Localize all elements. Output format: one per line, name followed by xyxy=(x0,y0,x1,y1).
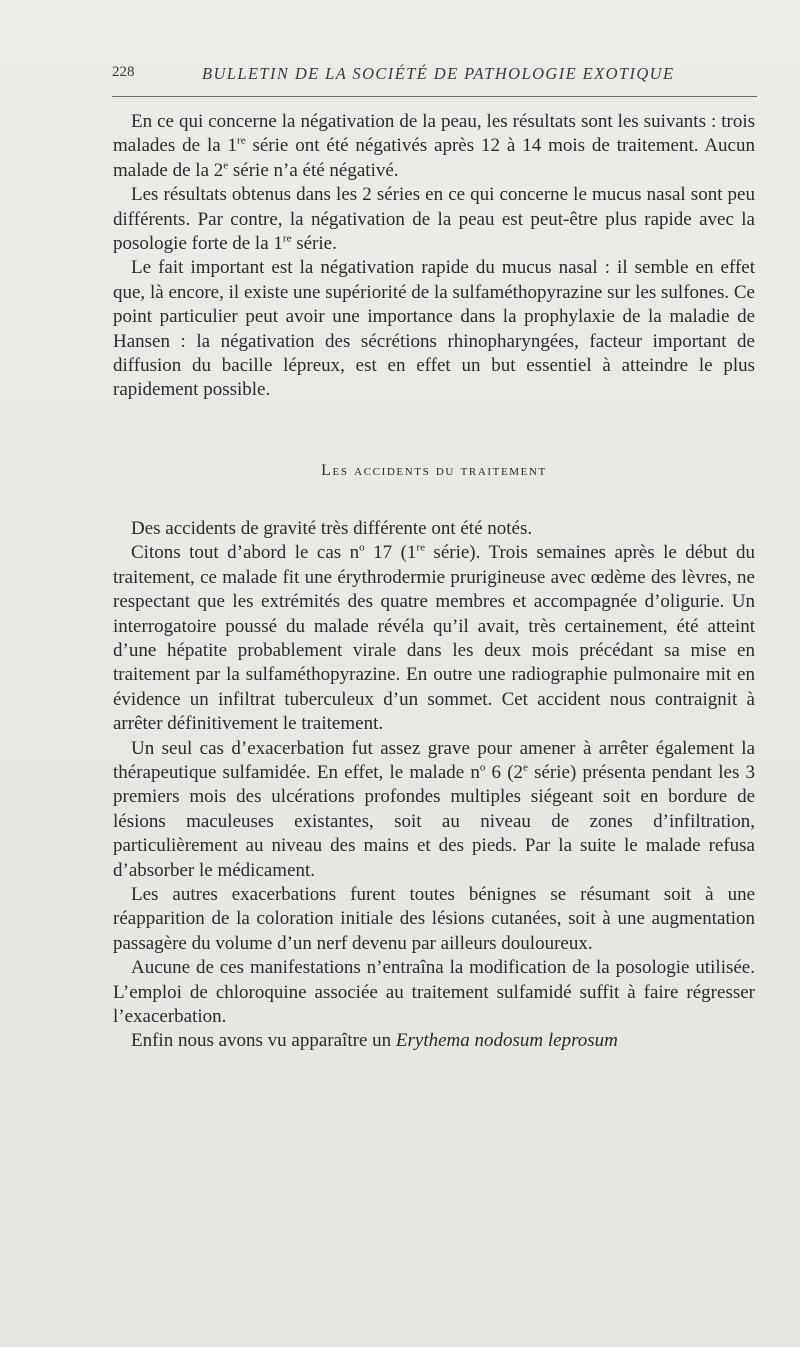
superscript: re xyxy=(237,135,246,148)
paragraph-posology: Aucune de ces manifestations n’entraîna la modification de la posologie utilisée. L’emploi de chloroquine associée au traitement sulfamidé suffit à faire régresser l’exacerbation. xyxy=(113,957,755,1027)
superscript: re xyxy=(282,232,292,245)
superscript: e xyxy=(223,159,229,172)
text-run: En ce qui concerne la négativation de la peau, les résultats sont les suivants : trois malades de la 1 xyxy=(113,111,755,157)
text-run: série) présenta pendant les 3 premiers mois des ulcérations profondes multiples siégeant soit en bordure de lésions maculeuses existantes, soit au niveau de zones d’infiltration, particulièrement au niveau des mains et des pieds. Par la suite le malade refusa d’absorber le médicament. xyxy=(113,761,756,881)
paragraph-mucus-results xyxy=(113,183,755,256)
superscript: re xyxy=(416,541,425,554)
superscript: e xyxy=(523,761,528,774)
text-run: Enfin nous avons vu apparaître un xyxy=(131,1030,396,1052)
superscript: o xyxy=(359,541,365,554)
paragraph-case-6 xyxy=(113,737,755,883)
paragraph-accidents-intro: Des accidents de gravité très différente ont été notés. xyxy=(131,517,533,539)
text-run: Citons tout d’abord le cas n xyxy=(131,542,360,564)
paragraph-erythema xyxy=(113,1029,755,1053)
text-run: série. xyxy=(291,233,337,255)
header-rule xyxy=(112,96,757,97)
body-text xyxy=(113,110,755,1054)
paragraph-important-fact: Le fait important est la négativation rapide du mucus nasal : il semble en effet que, là encore, il existe une supériorité de la sulfaméthopyrazine sur les sulfones. Ce point particulier peut avoir une importance dans la prophylaxie de la maladie de Hansen : la négativation des sécrétions rhinopharyngées, facteur important de diffusion du bacille lépreux, est en effet un but essentiel à atteindre le plus rapidement possible. xyxy=(113,257,755,401)
text-run: série). Trois semaines après le début du traitement, ce malade fit une érythrodermie prurigineuse avec œdème des lèvres, ne respectant que les extrémités des quatre membres et accompagnée d’oligurie. Un interrogatoire poussé du malade révéla qu’il avait, très certainement, été atteint d’une hépatite probablement virale dans les deux mois précédant sa mise en traitement par la sulfaméthopyrazine. En outre une radiographie pulmonaire mit en évidence un infiltrat tuberculeux d’un sommet. Cet accident nous contraignit à arrêter définitivement le traitement. xyxy=(113,542,755,735)
running-head xyxy=(112,62,757,88)
page-number: 228 xyxy=(112,64,135,80)
paragraph-case-17 xyxy=(113,541,755,736)
text-run: série ont été négativés après 12 à 14 mois de traitement. Aucun malade de la 2 xyxy=(113,135,755,181)
text-run: 17 (1 xyxy=(364,542,417,564)
superscript: o xyxy=(479,761,486,774)
section-heading: Les accidents du traitement xyxy=(321,461,547,479)
journal-title: BULLETIN DE LA SOCIÉTÉ DE PATHOLOGIE EXOTIQUE xyxy=(202,64,675,83)
text-run: Les résultats obtenus dans les 2 séries en ce qui concerne le mucus nasal sont peu différents. Par contre, la négativation de la peau est peut-être plus rapide avec la posologie forte de la 1 xyxy=(113,184,755,255)
paragraph-other-exacerbations: Les autres exacerbations furent toutes bénignes se résumant soit à une réapparition de la coloration initiale des lésions cutanées, soit à une augmentation passagère du volume d’un nerf devenu par ailleurs douloureux. xyxy=(113,883,755,954)
italic-term: Erythema nodosum leprosum xyxy=(395,1030,618,1052)
text-run: Un seul cas d’exacerbation fut assez grave pour amener à arrêter également la thérapeutique sulfamidée. En effet, le malade n xyxy=(113,737,755,783)
text-run: 6 (2 xyxy=(485,761,524,783)
text-run: série n’a été négativé. xyxy=(228,159,399,181)
paragraph-skin-results xyxy=(113,110,755,183)
